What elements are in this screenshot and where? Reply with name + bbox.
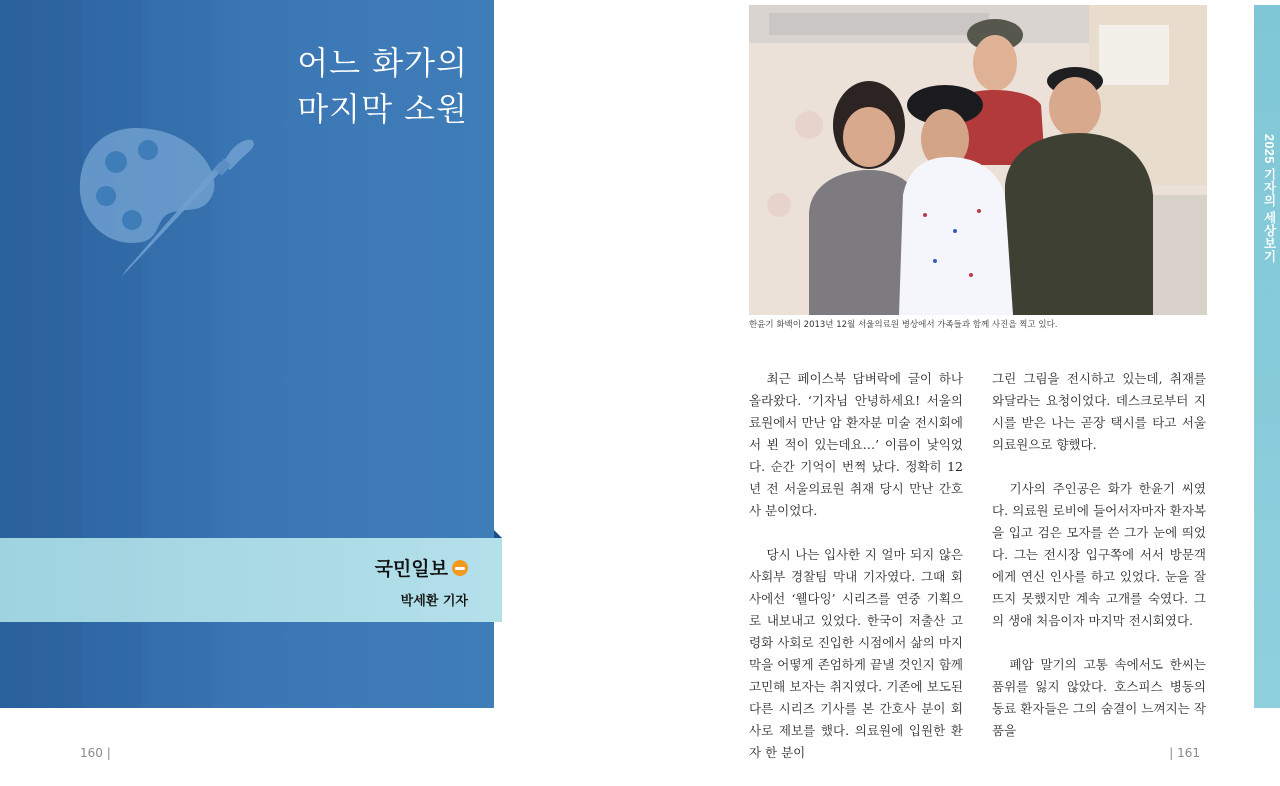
body-paragraph: 최근 페이스북 담벼락에 글이 하나 올라왔다. ‘기자님 안녕하세요! 서울의료원에서 만난 암 환자분 미술 전시회에서 뵌 적이 있는데요…’ 이름이 낯익었다. 순간 기억이 번쩍 났다. 정확히 12년 전 서울의료원 취재 당시 만난 간호사 분이었다. <box>749 371 963 518</box>
body-paragraph: 폐암 말기의 고통 속에서도 한씨는 품위를 잃지 않았다. 호스피스 병동의 동료 환자들은 그의 숨결이 느껴지는 작품을 <box>992 657 1206 738</box>
body-paragraph: 당시 나는 입사한 지 얼마 되지 않은 사회부 경찰팀 막내 기자였다. 그때 회사에선 ‘웰다잉’ 시리즈를 연중 기획으로 내보내고 있었다. 한국이 저출산 고령화 사회로 진입한 시점에서 삶의 마지막을 어떻게 존엄하게 끝낼 것인지 함께 고민해 보자는 취지였다. 기존에 보도된 다른 시리즈 기사를 본 간호사 분이 회사로 제보를 했다. 의료원에 입원한 환자 한 분이 <box>749 547 963 760</box>
article-title <box>297 40 468 132</box>
body-column-1 <box>749 368 963 786</box>
section-side-tab <box>1254 5 1280 708</box>
palette-brush-icon <box>76 120 266 280</box>
photo-caption: 한윤기 화백이 2013년 12월 서울의료원 병상에서 가족들과 함께 사진을 찍고 있다. <box>749 320 1058 330</box>
byline-band <box>0 538 502 622</box>
publication-logo-icon <box>452 560 468 576</box>
page-number-right: | 161 <box>1169 746 1200 760</box>
article-title-line1: 어느 화가의 <box>297 44 468 82</box>
family-photo-illustration <box>749 5 1207 315</box>
body-paragraph: 기사의 주인공은 화가 한윤기 씨였다. 의료원 로비에 들어서자마자 환자복을 입고 검은 모자를 쓴 그가 눈에 띄었다. 그는 전시장 입구쪽에 서서 방문객에게 연신 인사를 하고 있었다. 눈을 잘 뜨지 못했지만 계속 고개를 숙였다. 그의 생애 처음이자 마지막 전시회였다. <box>992 481 1206 628</box>
body-paragraph: 그린 그림을 전시하고 있는데, 취재를 와달라는 요청이었다. 데스크로부터 지시를 받은 나는 곧장 택시를 타고 서울의료원으로 향했다. <box>992 371 1206 452</box>
article-title-line2: 마지막 소원 <box>297 90 468 128</box>
page-number-left: 160 | <box>80 746 111 760</box>
publication-brand <box>375 554 468 581</box>
body-column-2 <box>992 368 1206 764</box>
band-notch <box>494 530 502 538</box>
article-photo <box>749 5 1207 315</box>
reporter-name: 박세환 기자 <box>400 594 468 609</box>
section-side-tab-label: 2025 기자의 세상보기 <box>1262 134 1276 263</box>
publication-name: 국민일보 <box>374 559 448 580</box>
